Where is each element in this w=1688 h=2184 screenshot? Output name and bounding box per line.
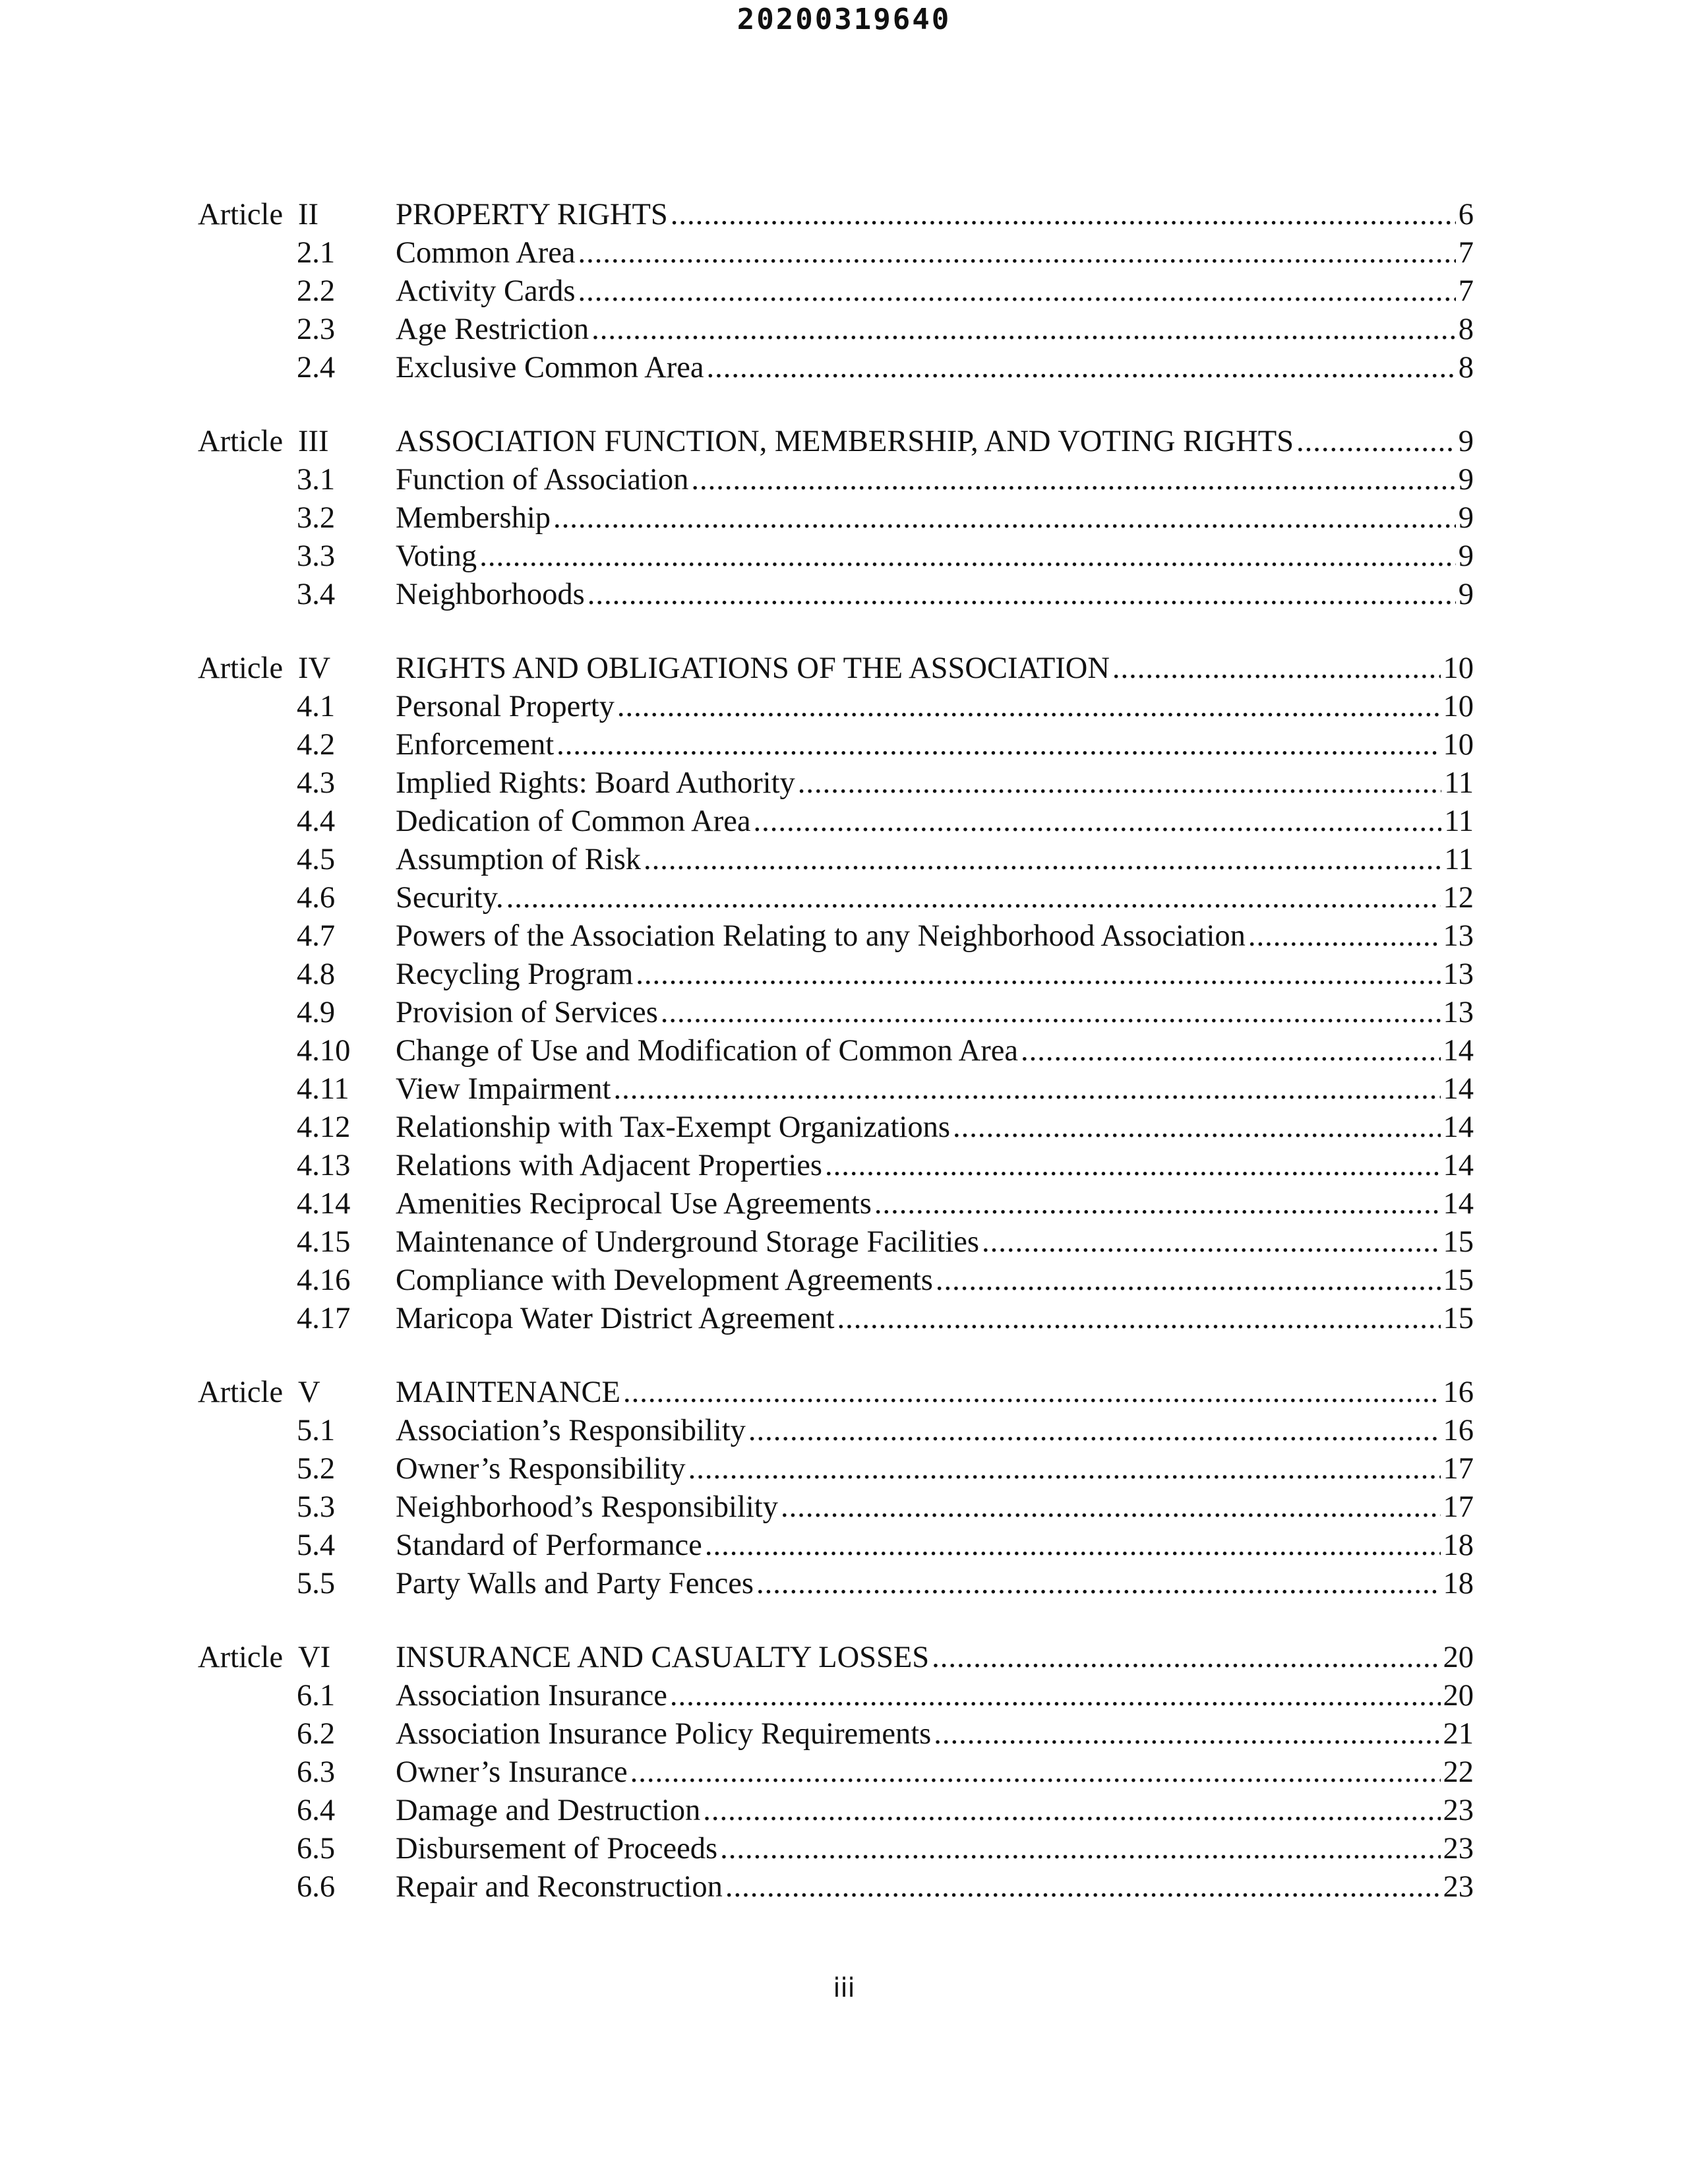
page-number: 10: [1443, 652, 1474, 685]
dot-leader: [661, 994, 1441, 1032]
entry-title: Relations with Adjacent Properties: [396, 1149, 823, 1182]
dot-leader: [932, 1639, 1440, 1677]
article-heading-row: [198, 423, 1474, 461]
page-number: 20: [1443, 1679, 1474, 1713]
toc-entry: [396, 349, 1474, 387]
article-heading-row: [198, 1639, 1474, 1677]
toc-entry: [396, 1223, 1474, 1261]
toc-entry: [396, 537, 1474, 576]
toc-entry: [396, 234, 1474, 272]
entry-title: MAINTENANCE: [396, 1376, 620, 1409]
page-number: 23: [1443, 1832, 1474, 1866]
article-block: [198, 423, 1474, 614]
entry-title: Neighborhood’s Responsibility: [396, 1490, 778, 1524]
section-number: 5.5: [297, 1567, 336, 1600]
article-label: Article: [198, 425, 284, 458]
dot-leader: [617, 688, 1441, 726]
entry-title: Standard of Performance: [396, 1529, 702, 1562]
section-row: [198, 1032, 1474, 1070]
page-number: 14: [1443, 1072, 1474, 1106]
entry-title: Owner’s Insurance: [396, 1755, 628, 1789]
section-row: [198, 1565, 1474, 1603]
page-number: 7: [1458, 236, 1474, 270]
dot-leader: [934, 1715, 1440, 1753]
toc-entry: [396, 1677, 1474, 1715]
section-row: [198, 1070, 1474, 1108]
section-row: [198, 994, 1474, 1032]
article-number: V: [298, 1376, 320, 1409]
section-row: [198, 234, 1474, 272]
entry-title: Amenities Reciprocal Use Agreements: [396, 1187, 872, 1221]
article-block: [198, 650, 1474, 1338]
dot-leader: [707, 349, 1456, 387]
article-block: [198, 1639, 1474, 1906]
section-number: 6.4: [297, 1794, 336, 1827]
section-row: [198, 1300, 1474, 1338]
section-number: 6.1: [297, 1679, 336, 1713]
entry-title: Powers of the Association Relating to any Neighborhood Association: [396, 919, 1246, 953]
toc-entry: [396, 764, 1474, 803]
page-number: 12: [1443, 881, 1474, 915]
section-number: 3.1: [297, 463, 336, 497]
dot-leader: [953, 1108, 1441, 1147]
dot-leader: [670, 1677, 1441, 1715]
toc-entry: [396, 423, 1474, 461]
entry-title: Association Insurance Policy Requirements: [396, 1717, 932, 1751]
section-number: 6.2: [297, 1717, 336, 1751]
dot-leader: [479, 537, 1456, 576]
section-row: [198, 917, 1474, 956]
dot-leader: [1296, 423, 1456, 461]
page-number: 18: [1443, 1567, 1474, 1600]
section-number: 4.3: [297, 766, 336, 800]
section-row: [198, 1488, 1474, 1527]
section-number: 4.9: [297, 996, 336, 1029]
page-number: 11: [1444, 804, 1474, 838]
section-row: [198, 311, 1474, 349]
section-row: [198, 1527, 1474, 1565]
entry-title: INSURANCE AND CASUALTY LOSSES: [396, 1641, 930, 1674]
page-number: 11: [1444, 843, 1474, 876]
section-number: 4.13: [297, 1149, 351, 1182]
entry-title: Association Insurance: [396, 1679, 667, 1713]
toc-entry: [396, 1488, 1474, 1527]
section-row: [198, 1147, 1474, 1185]
section-number: 4.14: [297, 1187, 351, 1221]
section-row: [198, 1108, 1474, 1147]
toc-entry: [396, 1830, 1474, 1868]
toc-entry: [396, 1300, 1474, 1338]
section-number: 3.4: [297, 578, 336, 611]
dot-leader: [630, 1753, 1441, 1792]
section-number: 3.2: [297, 501, 336, 535]
page-number: 15: [1443, 1302, 1474, 1335]
page-number: 9: [1458, 578, 1474, 611]
section-number: 4.4: [297, 804, 336, 838]
section-number: 5.2: [297, 1452, 336, 1486]
entry-title: Party Walls and Party Fences: [396, 1567, 754, 1600]
toc-entry: [396, 576, 1474, 614]
page-number: 9: [1458, 463, 1474, 497]
section-row: [198, 499, 1474, 537]
section-number: 4.5: [297, 843, 336, 876]
page-number: 20: [1443, 1641, 1474, 1674]
page-number: 6: [1458, 198, 1474, 231]
entry-title: Association’s Responsibility: [396, 1414, 746, 1447]
section-number: 4.15: [297, 1225, 351, 1259]
page-number: 23: [1443, 1870, 1474, 1904]
page-number: 11: [1444, 766, 1474, 800]
entry-title: Implied Rights: Board Authority: [396, 766, 795, 800]
section-row: [198, 726, 1474, 764]
section-row: [198, 272, 1474, 311]
toc-entry: [396, 1715, 1474, 1753]
entry-title: Maintenance of Underground Storage Facilities: [396, 1225, 979, 1259]
entry-title: Recycling Program: [396, 957, 634, 991]
section-row: [198, 349, 1474, 387]
toc-entry: [396, 1147, 1474, 1185]
dot-leader: [506, 879, 1441, 917]
page-number: 8: [1458, 313, 1474, 346]
dot-leader: [825, 1147, 1440, 1185]
entry-title: Personal Property: [396, 690, 615, 723]
section-row: [198, 879, 1474, 917]
entry-title: Age Restriction: [396, 313, 589, 346]
toc-entry: [396, 688, 1474, 726]
dot-leader: [1021, 1032, 1440, 1070]
page-number: 9: [1458, 539, 1474, 573]
dot-leader: [720, 1830, 1440, 1868]
entry-title: Security.: [396, 881, 504, 915]
toc-entry: [396, 994, 1474, 1032]
section-row: [198, 1185, 1474, 1223]
section-row: [198, 1450, 1474, 1488]
page-number: 13: [1443, 919, 1474, 953]
toc-entry: [396, 461, 1474, 499]
page-number: 16: [1443, 1414, 1474, 1447]
toc-entry: [396, 1792, 1474, 1830]
entry-title: Membership: [396, 501, 551, 535]
dot-leader: [982, 1223, 1441, 1261]
article-heading-row: [198, 196, 1474, 234]
page-number: 21: [1443, 1717, 1474, 1751]
section-number: 6.3: [297, 1755, 336, 1789]
entry-title: Assumption of Risk: [396, 843, 642, 876]
section-row: [198, 1830, 1474, 1868]
toc-entry: [396, 1450, 1474, 1488]
section-row: [198, 1715, 1474, 1753]
page-number: 16: [1443, 1376, 1474, 1409]
page-number: 9: [1458, 501, 1474, 535]
dot-leader: [644, 841, 1441, 879]
section-row: [198, 1753, 1474, 1792]
dot-leader: [837, 1300, 1441, 1338]
entry-title: Enforcement: [396, 728, 555, 762]
section-number: 2.3: [297, 313, 336, 346]
section-row: [198, 1261, 1474, 1300]
dot-leader: [725, 1868, 1441, 1906]
section-number: 3.3: [297, 539, 336, 573]
section-number: 4.7: [297, 919, 336, 953]
section-number: 4.17: [297, 1302, 351, 1335]
section-number: 5.1: [297, 1414, 336, 1447]
section-number: 5.3: [297, 1490, 336, 1524]
page-number: 10: [1443, 690, 1474, 723]
toc-entry: [396, 803, 1474, 841]
dot-leader: [578, 272, 1456, 311]
section-number: 4.10: [297, 1034, 351, 1068]
section-row: [198, 576, 1474, 614]
section-number: 4.6: [297, 881, 336, 915]
page-number: 13: [1443, 996, 1474, 1029]
toc-entry: [396, 917, 1474, 956]
toc-entry: [396, 956, 1474, 994]
section-row: [198, 688, 1474, 726]
page-number: 15: [1443, 1263, 1474, 1297]
page-number: 8: [1458, 351, 1474, 384]
dot-leader: [798, 764, 1441, 803]
toc-entry: [396, 1565, 1474, 1603]
page-number: 14: [1443, 1110, 1474, 1144]
section-row: [198, 461, 1474, 499]
article-number: III: [298, 425, 329, 458]
dot-leader: [591, 311, 1456, 349]
page-number: 14: [1443, 1034, 1474, 1068]
toc-entry: [396, 1639, 1474, 1677]
toc-entry: [396, 841, 1474, 879]
section-number: 4.8: [297, 957, 336, 991]
section-number: 4.16: [297, 1263, 351, 1297]
page-number: 18: [1443, 1529, 1474, 1562]
dot-leader: [748, 1412, 1441, 1450]
entry-title: Maricopa Water District Agreement: [396, 1302, 835, 1335]
dot-leader: [553, 499, 1456, 537]
dot-leader: [691, 461, 1455, 499]
dot-leader: [936, 1261, 1441, 1300]
toc-entry: [396, 499, 1474, 537]
dot-leader: [703, 1792, 1440, 1830]
toc-entry: [396, 1070, 1474, 1108]
entry-title: Damage and Destruction: [396, 1794, 701, 1827]
dot-leader: [578, 234, 1456, 272]
article-number: VI: [298, 1641, 331, 1674]
toc-entry: [396, 879, 1474, 917]
page-number: 7: [1458, 274, 1474, 308]
entry-title: ASSOCIATION FUNCTION, MEMBERSHIP, AND VOTING RIGHTS: [396, 425, 1294, 458]
page-number: 10: [1443, 728, 1474, 762]
entry-title: Owner’s Responsibility: [396, 1452, 686, 1486]
section-number: 4.1: [297, 690, 336, 723]
toc-entry: [396, 1374, 1474, 1412]
toc-entry: [396, 1412, 1474, 1450]
dot-leader: [874, 1185, 1441, 1223]
dot-leader: [1248, 917, 1441, 956]
toc-entry: [396, 272, 1474, 311]
page-number-footer: iii: [833, 1973, 855, 2003]
article-number: II: [298, 198, 318, 231]
section-number: 2.2: [297, 274, 336, 308]
toc-entry: [396, 726, 1474, 764]
entry-title: RIGHTS AND OBLIGATIONS OF THE ASSOCIATION: [396, 652, 1110, 685]
toc-entry: [396, 311, 1474, 349]
article-block: [198, 196, 1474, 387]
document-number: 20200319640: [737, 3, 951, 36]
page-number: 13: [1443, 957, 1474, 991]
page-number: 23: [1443, 1794, 1474, 1827]
section-row: [198, 841, 1474, 879]
entry-title: Function of Association: [396, 463, 689, 497]
dot-leader: [613, 1070, 1440, 1108]
article-label: Article: [198, 1376, 284, 1409]
toc-entry: [396, 1868, 1474, 1906]
section-row: [198, 1412, 1474, 1450]
dot-leader: [557, 726, 1440, 764]
article-heading-row: [198, 650, 1474, 688]
entry-title: Neighborhoods: [396, 578, 585, 611]
dot-leader: [756, 1565, 1441, 1603]
section-number: 4.12: [297, 1110, 351, 1144]
section-number: 4.11: [297, 1072, 349, 1106]
entry-title: Provision of Services: [396, 996, 658, 1029]
entry-title: Voting: [396, 539, 477, 573]
entry-title: Relationship with Tax-Exempt Organizations: [396, 1110, 950, 1144]
entry-title: Repair and Reconstruction: [396, 1870, 723, 1904]
entry-title: Change of Use and Modification of Common Area: [396, 1034, 1019, 1068]
section-row: [198, 1868, 1474, 1906]
page-number: 14: [1443, 1187, 1474, 1221]
entry-title: View Impairment: [396, 1072, 611, 1106]
dot-leader: [671, 196, 1456, 234]
section-row: [198, 764, 1474, 803]
dot-leader: [781, 1488, 1441, 1527]
article-label: Article: [198, 1641, 284, 1674]
section-number: 2.1: [297, 236, 336, 270]
page-number: 17: [1443, 1452, 1474, 1486]
article-block: [198, 1374, 1474, 1603]
toc-entry: [396, 1753, 1474, 1792]
toc-entry: [396, 1032, 1474, 1070]
section-number: 6.5: [297, 1832, 336, 1866]
dot-leader: [588, 576, 1456, 614]
table-of-contents: [198, 196, 1474, 1906]
toc-entry: [396, 650, 1474, 688]
toc-entry: [396, 1185, 1474, 1223]
page-number: 14: [1443, 1149, 1474, 1182]
entry-title: PROPERTY RIGHTS: [396, 198, 668, 231]
section-row: [198, 1677, 1474, 1715]
section-number: 4.2: [297, 728, 336, 762]
dot-leader: [688, 1450, 1441, 1488]
page-number: 22: [1443, 1755, 1474, 1789]
section-row: [198, 956, 1474, 994]
page-number: 9: [1458, 425, 1474, 458]
toc-entry: [396, 196, 1474, 234]
section-row: [198, 537, 1474, 576]
dot-leader: [636, 956, 1440, 994]
section-row: [198, 1223, 1474, 1261]
toc-entry: [396, 1108, 1474, 1147]
dot-leader: [623, 1374, 1441, 1412]
entry-title: Common Area: [396, 236, 576, 270]
page-number: 17: [1443, 1490, 1474, 1524]
toc-entry: [396, 1527, 1474, 1565]
dot-leader: [754, 803, 1442, 841]
section-number: 2.4: [297, 351, 336, 384]
section-number: 5.4: [297, 1529, 336, 1562]
section-row: [198, 1792, 1474, 1830]
article-number: IV: [298, 652, 331, 685]
entry-title: Disbursement of Proceeds: [396, 1832, 718, 1866]
article-label: Article: [198, 198, 284, 231]
toc-entry: [396, 1261, 1474, 1300]
page-number: 15: [1443, 1225, 1474, 1259]
article-label: Article: [198, 652, 284, 685]
section-number: 6.6: [297, 1870, 336, 1904]
entry-title: Compliance with Development Agreements: [396, 1263, 933, 1297]
entry-title: Dedication of Common Area: [396, 804, 751, 838]
entry-title: Exclusive Common Area: [396, 351, 704, 384]
entry-title: Activity Cards: [396, 274, 576, 308]
article-heading-row: [198, 1374, 1474, 1412]
dot-leader: [705, 1527, 1441, 1565]
section-row: [198, 803, 1474, 841]
dot-leader: [1112, 650, 1441, 688]
